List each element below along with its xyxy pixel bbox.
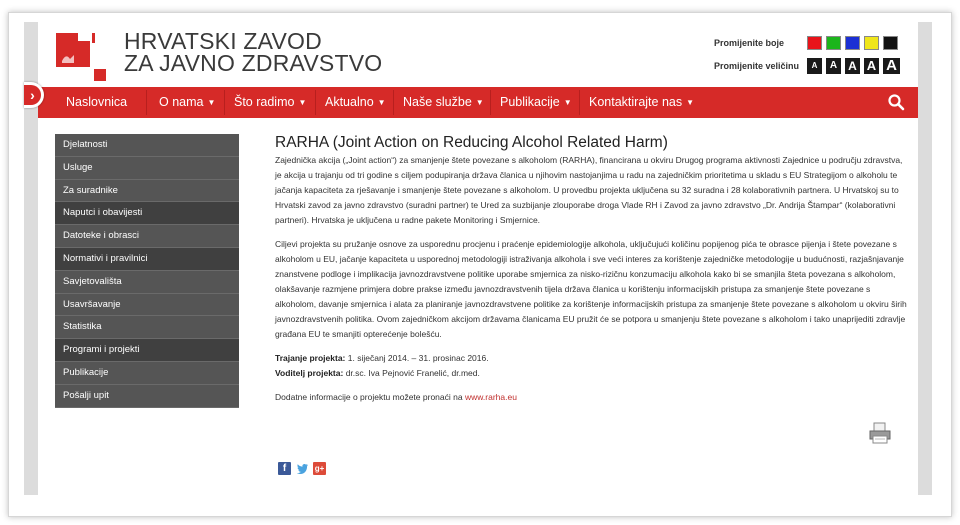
right-gutter xyxy=(918,22,932,495)
font-size-xl[interactable]: A xyxy=(883,58,900,74)
color-swatch-red[interactable] xyxy=(807,36,822,50)
logo-icon[interactable] xyxy=(56,33,108,81)
project-duration xyxy=(275,351,907,366)
color-swatch-green[interactable] xyxy=(826,36,841,50)
nav-item-label: Naše službe xyxy=(403,95,472,109)
chevron-down-icon: ▼ xyxy=(475,98,484,107)
nav-item-label: Naslovnica xyxy=(66,95,128,109)
sidebar-item-statistika[interactable]: Statistika xyxy=(55,316,239,339)
google-plus-icon[interactable]: g+ xyxy=(314,464,325,473)
nav-item-what-we-do[interactable] xyxy=(234,87,306,118)
nav-item-label: O nama xyxy=(159,95,204,109)
nav-separator xyxy=(490,90,491,115)
twitter-icon[interactable] xyxy=(296,462,309,475)
nav-separator xyxy=(224,90,225,115)
site-title-line2: ZA JAVNO ZDRAVSTVO xyxy=(124,50,383,76)
nav-separator xyxy=(146,90,147,115)
project-lead-label: Voditelj projekta: xyxy=(275,368,344,378)
nav-item-home[interactable] xyxy=(66,87,127,118)
more-info xyxy=(275,390,907,405)
chevron-down-icon: ▼ xyxy=(377,98,386,107)
nav-item-about[interactable] xyxy=(159,87,215,118)
color-swatch-yellow[interactable] xyxy=(864,36,879,50)
chevron-right-icon: › xyxy=(24,85,41,105)
sidebar-item-publikacije[interactable]: Publikacije xyxy=(55,362,239,385)
sidebar-item-usavrsavanje[interactable]: Usavršavanje xyxy=(55,294,239,317)
twitter-bird-icon xyxy=(296,462,309,475)
sidebar-item-posalji-upit[interactable]: Pošalji upit xyxy=(55,385,239,408)
nav-item-label: Što radimo xyxy=(234,95,295,109)
color-swatch-black[interactable] xyxy=(883,36,898,50)
font-size-s[interactable]: A xyxy=(826,58,841,74)
nav-item-news[interactable] xyxy=(325,87,386,118)
search-icon[interactable] xyxy=(887,93,905,111)
rarha-link[interactable]: www.rarha.eu xyxy=(464,392,517,402)
print-icon[interactable] xyxy=(868,422,892,444)
change-colors-label: Promijenite boje xyxy=(714,38,785,48)
nav-separator xyxy=(315,90,316,115)
sidebar-item-normativi[interactable]: Normativi i pravilnici xyxy=(55,248,239,271)
article-title: RARHA (Joint Action on Reducing Alcohol Related Harm) xyxy=(275,134,668,151)
nav-item-label: Aktualno xyxy=(325,95,374,109)
font-size-l[interactable]: A xyxy=(864,58,879,74)
sidebar-item-datoteke[interactable]: Datoteke i obrasci xyxy=(55,225,239,248)
chevron-down-icon: ▼ xyxy=(563,98,572,107)
facebook-icon[interactable]: f xyxy=(278,462,291,475)
project-duration-label: Trajanje projekta: xyxy=(275,353,346,363)
sidebar-menu xyxy=(55,134,239,408)
sidebar-item-djelatnosti[interactable]: Djelatnosti xyxy=(55,134,239,157)
color-swatch-blue[interactable] xyxy=(845,36,860,50)
nav-item-services[interactable] xyxy=(403,87,484,118)
sidebar-item-naputci[interactable]: Naputci i obavijesti xyxy=(55,202,239,225)
article-paragraph-1: Zajednička akcija („Joint action“) za smanjenje štete povezane s alkoholom (RARHA), financirana u okviru Drugog programa aktivnosti Zajednice u području zdravstva, je akcija u trajanju od tri godine s ciljem podupiranja država članica u njihovim nastojanjima u radu na zajedničkim prioritetima u skladu s EU Strategijom o alkoholu te jačanja kapaciteta za rješavanje i smanjenje štete povezane s alkoholom. U provedbu projekta uključena su 32 suradna i 28 kolaborativnih partnera. U Hrvatskoj su to Hrvatski zavod za javno zdravstvo (suradni partner) te Ured za suzbijanje zlouporabe droga Vlade RH i Zavod za javno zdravstvo „Dr. Andrija Štampar“ (kolaborativni partneri). Hrvatska je uključena u radne pakete Monitoring i Smjernice. xyxy=(275,155,903,225)
more-info-text: Dodatne informacije o projektu možete pronaći na xyxy=(275,392,463,402)
nav-item-label: Kontaktirajte nas xyxy=(589,95,683,109)
font-size-xs[interactable]: A xyxy=(807,58,822,74)
sidebar-item-usluge[interactable]: Usluge xyxy=(55,157,239,180)
project-duration-value: 1. siječanj 2014. – 31. prosinac 2016. xyxy=(347,353,489,363)
chevron-down-icon: ▼ xyxy=(686,98,695,107)
nav-separator xyxy=(579,90,580,115)
chevron-down-icon: ▼ xyxy=(298,98,307,107)
site-title[interactable] xyxy=(124,30,382,74)
project-lead-value: dr.sc. Iva Pejnović Franelić, dr.med. xyxy=(345,368,480,378)
change-size-label: Promijenite veličinu xyxy=(714,61,800,71)
nav-item-publications[interactable] xyxy=(500,87,572,118)
sidebar-item-savjetovalista[interactable]: Savjetovališta xyxy=(55,271,239,294)
article-paragraph-2: Ciljevi projekta su pružanje osnove za usporednu procjenu i praćenje epidemiologije alkohola, uključujući količinu popijenog pića te obrasce pijenja i štete povezane s alkoholom u EU, jačanje kapaciteta u usporednoj metodologiji istraživanja alkohola i sve veći interes za korištenje zajedničke metodologije u budućnosti, razjašnjavanje znanstvene podloge i implikacija javnozdravstvene politike uporabe smjernica za nisko-rizičnu konzumaciju alkohola kako bi se smanjila šteta povezana s alkoholom, olakšavanje razmjene primjera dobre prakse između javnozdravstvenih tijela država članica u korištenju informacijskih pristupa za smanjenje štete povezane s alkoholom, davanje smjernica i alata za planiranje javnozdravstvene politike za korištenje informacijskih pristupa za smanjenje štete povezane s alkoholom u okviru širih javnozdravstvenih politika. Ovom zajedničkom akcijom državama članicama EU pružit će se potpora u smanjenju štete povezane s alkoholom i tako unaprijediti zdravlje građana EU te smanjiti opterećenje bolešću. xyxy=(275,239,907,339)
chevron-down-icon: ▼ xyxy=(207,98,216,107)
sidebar-item-programi[interactable]: Programi i projekti xyxy=(55,339,239,362)
article xyxy=(275,134,907,405)
nav-separator xyxy=(393,90,394,115)
sidebar-item-za-suradnike[interactable]: Za suradnike xyxy=(55,180,239,203)
project-lead xyxy=(275,366,907,381)
nav-item-contact[interactable] xyxy=(589,87,694,118)
font-size-m[interactable]: A xyxy=(845,58,860,74)
site-title-line1: HRVATSKI ZAVOD xyxy=(124,28,322,54)
nav-item-label: Publikacije xyxy=(500,95,560,109)
